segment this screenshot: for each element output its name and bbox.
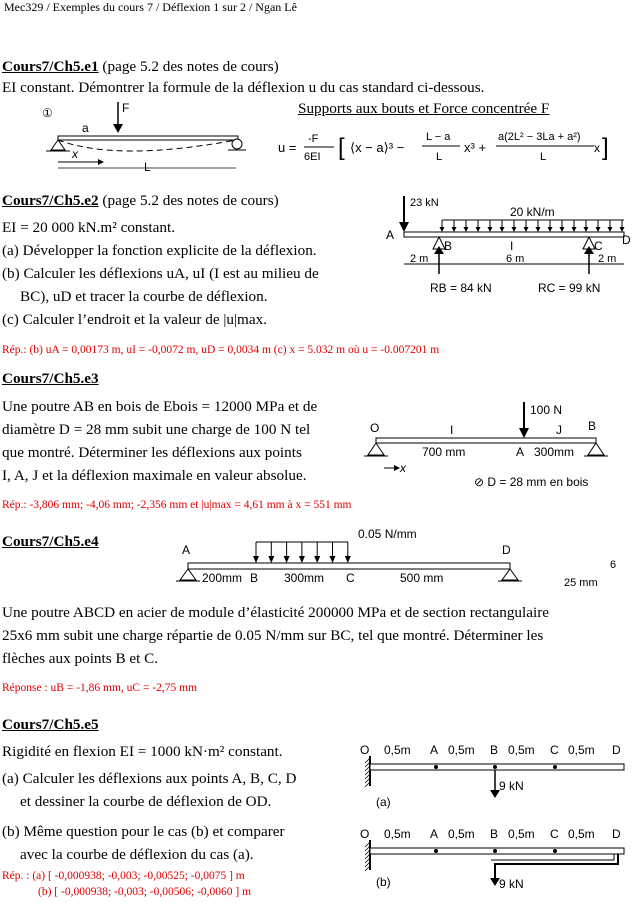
e2-line1: EI = 20 000 kN.m² constant. bbox=[2, 219, 175, 236]
e4-title: Cours7/Ch5.e4 bbox=[2, 533, 99, 550]
e2-dist-label: 20 kN/m bbox=[510, 205, 555, 219]
e5a-label-D: D bbox=[612, 743, 621, 757]
page-header: Mec329 / Exemples du cours 7 / Déflexion 1 sur 2 / Ngan Lê bbox=[4, 0, 297, 14]
e5-answer-a: Rép. : (a) [ -0,000938; -0,003; -0,00525; -0,0075 ] m bbox=[2, 870, 245, 882]
svg-text:]: ] bbox=[602, 134, 609, 161]
e3-title: Cours7/Ch5.e3 bbox=[2, 370, 99, 387]
e1-roller-support bbox=[232, 139, 242, 149]
e5b-span1: 0,5m bbox=[384, 827, 411, 841]
e5b-span4: 0,5m bbox=[568, 827, 595, 841]
e1-formula-title: Supports aux bouts et Force concentrée F bbox=[298, 100, 550, 117]
svg-text:L: L bbox=[436, 151, 443, 163]
e5-line1: Rigidité en flexion EI = 1000 kN·m² constant. bbox=[2, 743, 283, 760]
e1-beam-figure bbox=[40, 100, 280, 172]
e4-dist-load-arrows bbox=[253, 542, 351, 563]
e2-dist-load-arrows bbox=[440, 220, 625, 232]
e3-label-x: x bbox=[400, 461, 406, 475]
e3-label-J: J bbox=[556, 423, 562, 437]
e5a-span4: 0,5m bbox=[568, 743, 595, 757]
e5a-label-O: O bbox=[360, 743, 370, 757]
e5a-label-C: C bbox=[550, 743, 559, 757]
svg-text:6EI: 6EI bbox=[304, 151, 321, 163]
svg-text:L − a: L − a bbox=[426, 131, 451, 143]
svg-text:[: [ bbox=[338, 134, 345, 161]
e1-deflection-curve bbox=[58, 140, 236, 151]
e1-label-F: F bbox=[122, 101, 130, 115]
e4-support-A bbox=[180, 569, 196, 580]
e5b-label-O: O bbox=[360, 827, 370, 841]
e5-figure-b bbox=[356, 822, 632, 898]
e3-heading bbox=[2, 370, 99, 388]
e4-dist3: 500 mm bbox=[400, 571, 444, 585]
e4-para3: flèches aux points B et C. bbox=[2, 650, 159, 667]
e4-answer: Réponse : uB = -1,86 mm, uC = -2,75 mm bbox=[2, 682, 198, 694]
e5b-span2: 0,5m bbox=[448, 827, 475, 841]
e4-beam bbox=[188, 563, 510, 569]
e2-title: Cours7/Ch5.e2 bbox=[2, 192, 99, 209]
e5a-label-B: B bbox=[490, 743, 499, 757]
e5a-span3: 0,5m bbox=[508, 743, 535, 757]
e5b-label-C: C bbox=[550, 827, 559, 841]
e4-support-D bbox=[502, 569, 518, 580]
e5b-span3: 0,5m bbox=[508, 827, 535, 841]
e5-line4: (b) Même question pour le cas (b) et comparer bbox=[2, 823, 285, 840]
e5a-span1: 0,5m bbox=[384, 743, 411, 757]
e5-line5: avec la courbe de déflexion du cas (a). bbox=[20, 846, 254, 863]
e5b-label-D: D bbox=[612, 827, 621, 841]
e3-label-O: O bbox=[370, 421, 380, 435]
svg-text:u =: u = bbox=[278, 140, 297, 155]
e1-figure-number: ① bbox=[42, 106, 53, 120]
e5-figure-a bbox=[356, 738, 632, 814]
e3-dist2: 300mm bbox=[534, 445, 575, 459]
e1-label-L: L bbox=[144, 160, 151, 174]
e2-label-I: I bbox=[510, 239, 514, 253]
e5a-tag: (a) bbox=[376, 795, 391, 809]
e2-force-label: 23 kN bbox=[410, 197, 439, 209]
e4-label-D: D bbox=[502, 543, 511, 557]
e5-title: Cours7/Ch5.e5 bbox=[2, 716, 99, 733]
e2-reaction-C: RC = 99 kN bbox=[538, 281, 601, 295]
e2-answer: Rép.: (b) uA = 0,00173 m, uI = -0,0072 m, uD = 0,0034 m (c) x = 5.032 m où u = -0.007201 m bbox=[2, 344, 440, 356]
e4-para2: 25x6 mm subit une charge répartie de 0.05 N/mm sur BC, tel que montré. Déterminer les bbox=[2, 627, 544, 644]
e3-label-A: A bbox=[516, 445, 525, 459]
e3-line3: que montré. Déterminer les déflexions aux points bbox=[2, 444, 302, 461]
e2-label-D: D bbox=[622, 233, 631, 247]
e2-heading bbox=[2, 192, 279, 210]
e3-label-I: I bbox=[450, 423, 454, 437]
svg-text:x³ +: x³ + bbox=[464, 140, 487, 155]
e4-heading bbox=[2, 533, 99, 551]
e4-section-width: 25 mm bbox=[564, 577, 598, 589]
e2-ref: (page 5.2 des notes de cours) bbox=[98, 192, 279, 209]
e5b-label-B: B bbox=[490, 827, 499, 841]
e1-statement: EI constant. Démontrer la formule de la déflexion u du cas standard ci-dessous. bbox=[2, 79, 485, 96]
e3-beam-figure bbox=[360, 400, 634, 492]
e1-label-x: x bbox=[72, 147, 78, 161]
e2-line2: (a) Développer la fonction explicite de la déflexion. bbox=[2, 242, 317, 259]
e2-line5: (c) Calculer l’endroit et la valeur de |u|max. bbox=[2, 311, 267, 328]
e4-section-height: 6 bbox=[610, 559, 617, 571]
e3-force-label: 100 N bbox=[530, 403, 563, 417]
svg-text:L: L bbox=[540, 151, 547, 163]
e4-dist2: 300mm bbox=[284, 571, 325, 585]
e1-formula bbox=[276, 122, 609, 172]
e2-reaction-B: RB = 84 kN bbox=[430, 281, 492, 295]
e5a-span2: 0,5m bbox=[448, 743, 475, 757]
e3-line1: Une poutre AB en bois de Ebois = 12000 MPa et de bbox=[2, 398, 318, 415]
e4-para1: Une poutre ABCD en acier de module d’élasticité 200000 MPa et de section rectangulaire bbox=[2, 604, 549, 621]
svg-text:⟨x − a⟩³ −: ⟨x − a⟩³ − bbox=[350, 140, 405, 155]
e2-dist3: 2 m bbox=[598, 253, 617, 265]
e3-answer: Rép.: -3,806 mm; -4,06 mm; -2,356 mm et |u|max = 4,61 mm à x = 551 mm bbox=[2, 499, 352, 511]
e4-load-label: 0.05 N/mm bbox=[358, 527, 417, 541]
e2-beam bbox=[404, 232, 624, 237]
e5-line3: et dessiner la courbe de déflexion de OD. bbox=[20, 793, 272, 810]
e1-ref: (page 5.2 des notes de cours) bbox=[98, 58, 279, 75]
e2-label-A: A bbox=[386, 228, 395, 242]
e4-beam-figure bbox=[174, 524, 634, 592]
e4-label-B: B bbox=[250, 571, 259, 585]
e3-dist1: 700 mm bbox=[422, 445, 466, 459]
e2-line3: (b) Calculer les déflexions uA, uI (I est au milieu de bbox=[2, 265, 319, 282]
e5b-force-label: 9 kN bbox=[499, 877, 524, 891]
e5a-label-A: A bbox=[430, 743, 439, 757]
svg-text:x: x bbox=[594, 141, 600, 155]
e3-diameter: ⊘ D = 28 mm en bois bbox=[474, 475, 589, 489]
e2-label-C: C bbox=[594, 239, 603, 253]
e1-label-a: a bbox=[82, 121, 89, 135]
e3-beam bbox=[376, 438, 596, 443]
e2-label-B: B bbox=[444, 239, 453, 253]
e2-dist2: 6 m bbox=[506, 253, 525, 265]
e3-support-O bbox=[368, 443, 384, 455]
e5-line2: (a) Calculer les déflexions aux points A, B, C, D bbox=[2, 770, 297, 787]
e4-label-A: A bbox=[182, 543, 191, 557]
e4-label-C: C bbox=[346, 571, 355, 585]
e1-heading bbox=[2, 58, 279, 76]
e5-answer-b: (b) [ -0,000938; -0,003; -0,00506; -0,0060 ] m bbox=[38, 886, 252, 898]
e4-dist1: 200mm bbox=[202, 571, 243, 585]
e2-dist1: 2 m bbox=[410, 253, 429, 265]
e5b-tag: (b) bbox=[376, 875, 391, 889]
e5b-label-A: A bbox=[430, 827, 439, 841]
e1-beam bbox=[58, 136, 238, 140]
svg-text:-F: -F bbox=[308, 133, 319, 145]
e5-heading bbox=[2, 716, 99, 734]
e3-line4: I, A, J et la déflexion maximale en valeur absolue. bbox=[2, 467, 307, 484]
e3-label-B: B bbox=[588, 419, 597, 433]
e2-beam-figure bbox=[384, 192, 634, 298]
e5a-force-label: 9 kN bbox=[499, 779, 524, 793]
e3-support-B bbox=[588, 443, 604, 455]
e1-title: Cours7/Ch5.e1 bbox=[2, 58, 99, 75]
svg-text:a(2L² − 3La + a²): a(2L² − 3La + a²) bbox=[498, 131, 581, 143]
e3-line2: diamètre D = 28 mm subit une charge de 100 N tel bbox=[2, 421, 311, 438]
e2-line4: BC), uD et tracer la courbe de déflexion. bbox=[20, 288, 268, 305]
